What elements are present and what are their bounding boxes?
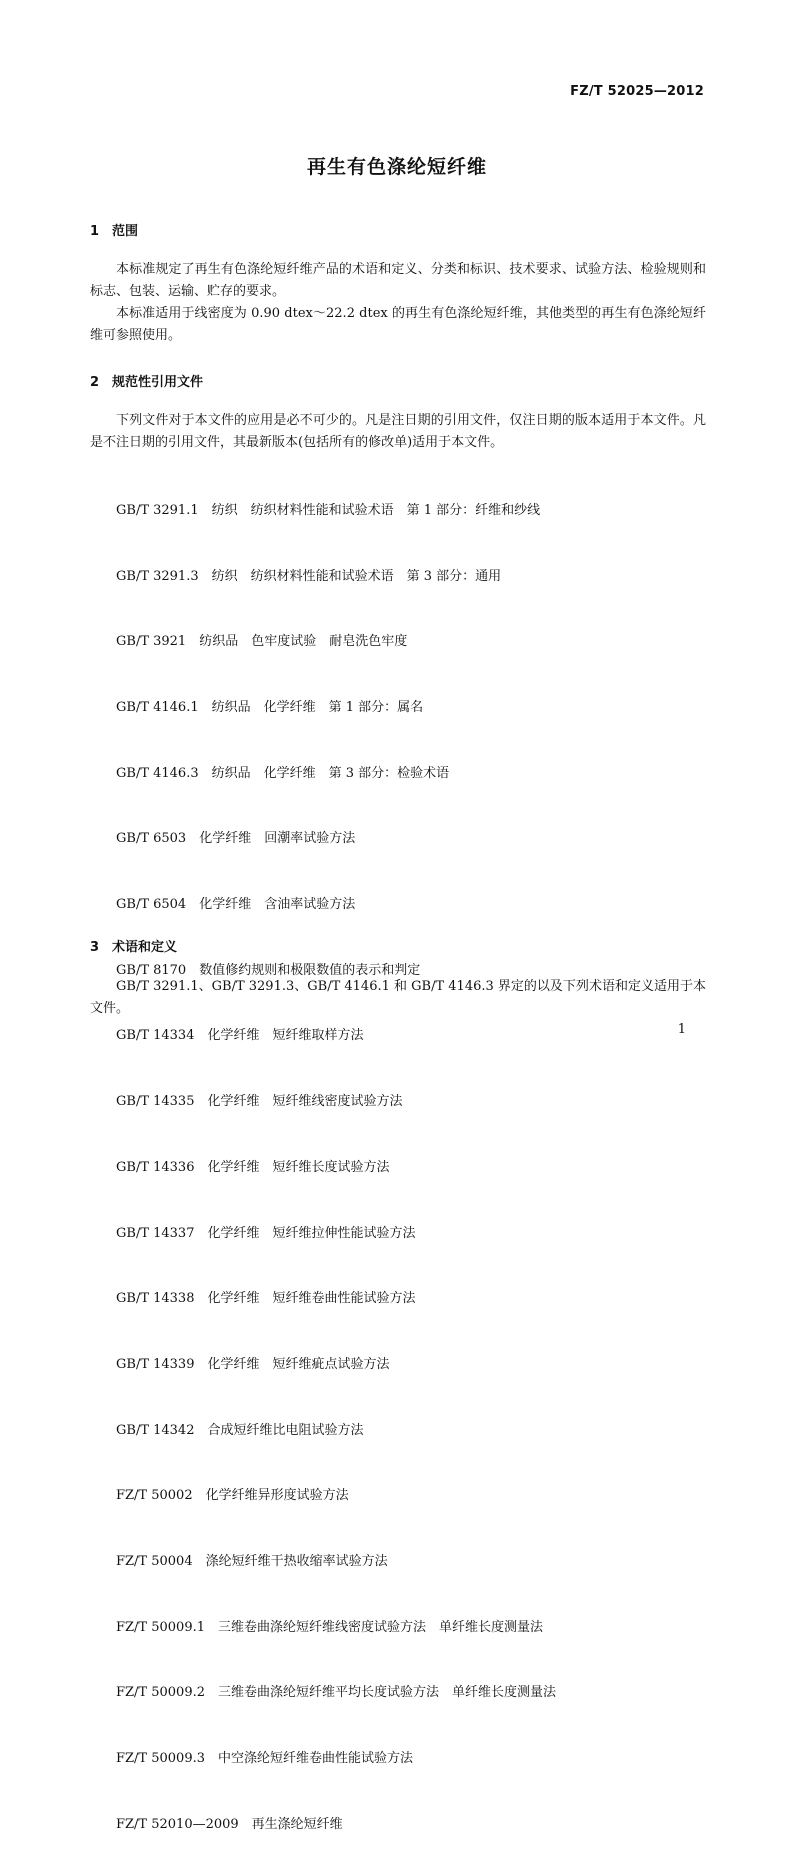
section-number: 2 — [90, 375, 100, 390]
section-title: 范围 — [112, 224, 139, 239]
reference-list — [116, 456, 556, 1858]
reference-item: GB/T 14336 化学纤维 短纤维长度试验方法 — [116, 1159, 390, 1175]
reference-item: GB/T 14338 化学纤维 短纤维卷曲性能试验方法 — [116, 1291, 416, 1307]
reference-item: GB/T 14339 化学纤维 短纤维疵点试验方法 — [116, 1356, 390, 1372]
reference-item: GB/T 6503 化学纤维 回潮率试验方法 — [116, 831, 356, 847]
page-number: 1 — [677, 1022, 686, 1037]
section-heading-1 — [90, 220, 138, 239]
reference-item: GB/T 14342 合成短纤维比电阻试验方法 — [116, 1422, 364, 1438]
page-title: 再生有色涤纶短纤维 — [306, 156, 487, 178]
paragraph: 下列文件对于本文件的应用是必不可少的。凡是注日期的引用文件，仅注日期的版本适用于本文件。凡是不注日期的引用文件，其最新版本(包括所有的修改单)适用于本文件。 — [90, 413, 706, 450]
reference-item: GB/T 4146.3 纺织品 化学纤维 第 3 部分：检验术语 — [116, 765, 450, 781]
reference-item: GB/T 3291.1 纺织 纺织材料性能和试验术语 第 1 部分：纤维和纱线 — [116, 502, 541, 518]
reference-item: FZ/T 50004 涤纶短纤维干热收缩率试验方法 — [116, 1554, 388, 1570]
reference-item: FZ/T 52010—2009 再生涤纶短纤维 — [116, 1816, 343, 1832]
paragraph: GB/T 3291.1、GB/T 3291.3、GB/T 4146.1 和 GB/T 4146.3 界定的以及下列术语和定义适用于本文件。 — [90, 979, 706, 1016]
section-title: 术语和定义 — [112, 940, 178, 955]
section-heading-3 — [90, 936, 177, 955]
reference-item: GB/T 14335 化学纤维 短纤维线密度试验方法 — [116, 1094, 403, 1110]
section-heading-2 — [90, 371, 203, 390]
reference-item: GB/T 3291.3 纺织 纺织材料性能和试验术语 第 3 部分：通用 — [116, 568, 502, 584]
reference-item: GB/T 3921 纺织品 色牢度试验 耐皂洗色牢度 — [116, 634, 408, 650]
reference-item: GB/T 4146.1 纺织品 化学纤维 第 1 部分：属名 — [116, 699, 424, 715]
document-number: FZ/T 52025—2012 — [570, 84, 704, 99]
section-title: 规范性引用文件 — [112, 375, 204, 390]
reference-item: GB/T 6504 化学纤维 含油率试验方法 — [116, 897, 356, 913]
paragraph: 本标准规定了再生有色涤纶短纤维产品的术语和定义、分类和标识、技术要求、试验方法、检验规则和标志、包装、运输、贮存的要求。 — [90, 262, 706, 299]
reference-item: GB/T 14334 化学纤维 短纤维取样方法 — [116, 1028, 364, 1044]
paragraph: 本标准适用于线密度为 0.90 dtex～22.2 dtex 的再生有色涤纶短纤维，其他类型的再生有色涤纶短纤维可参照使用。 — [90, 306, 706, 343]
section-number: 3 — [90, 940, 100, 955]
reference-item: FZ/T 50002 化学纤维异形度试验方法 — [116, 1488, 349, 1504]
reference-item: GB/T 14337 化学纤维 短纤维拉伸性能试验方法 — [116, 1225, 416, 1241]
reference-item: FZ/T 50009.3 中空涤纶短纤维卷曲性能试验方法 — [116, 1751, 413, 1767]
section-number: 1 — [90, 224, 100, 239]
reference-item: GB/T 8170 数值修约规则和极限数值的表示和判定 — [116, 962, 421, 978]
reference-item: FZ/T 50009.1 三维卷曲涤纶短纤维线密度试验方法 单纤维长度测量法 — [116, 1619, 543, 1635]
reference-item: FZ/T 50009.2 三维卷曲涤纶短纤维平均长度试验方法 单纤维长度测量法 — [116, 1685, 556, 1701]
